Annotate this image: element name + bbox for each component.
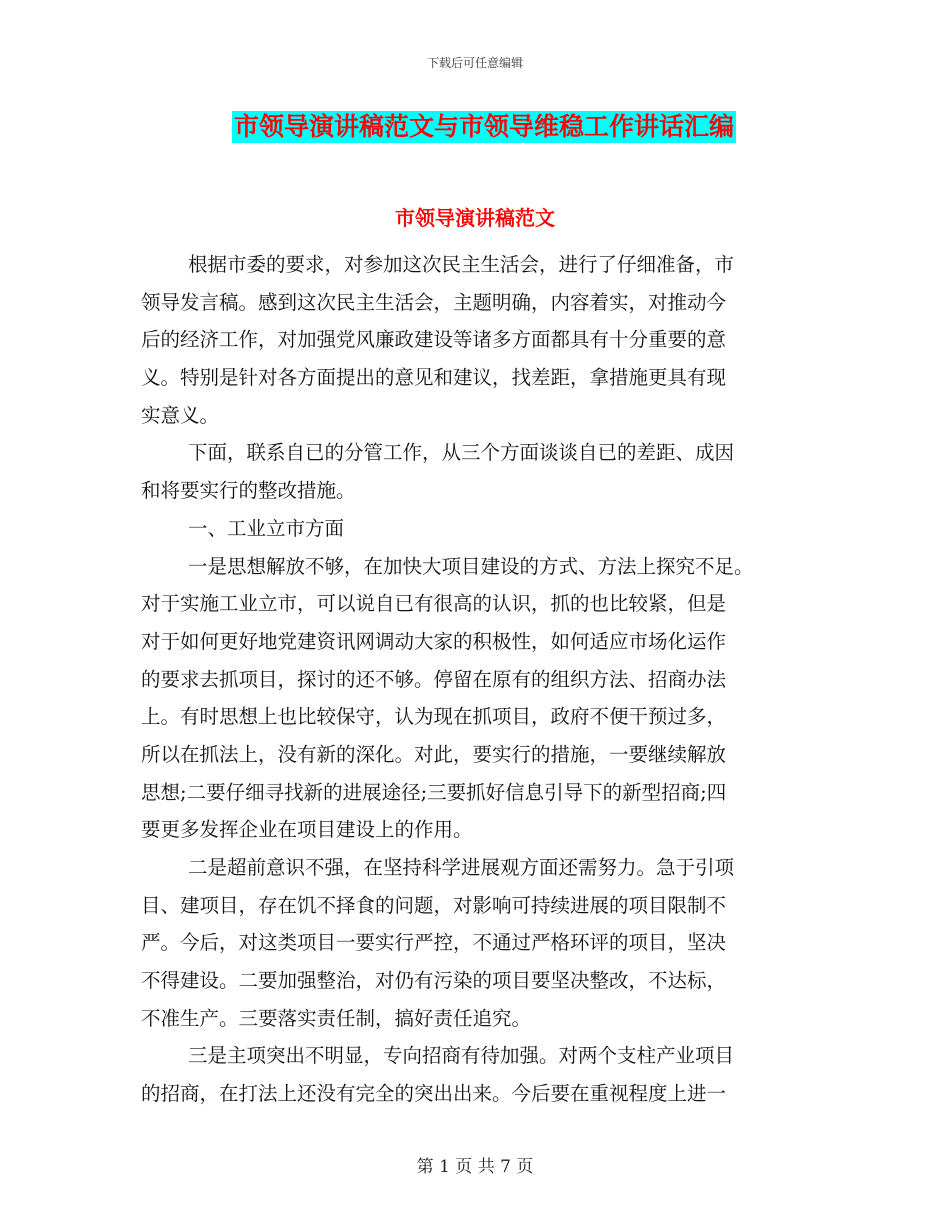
paragraph-line: 根据市委的要求，对参加这次民主生活会，进行了仔细准备，市: [188, 253, 735, 276]
paragraph-line: 后的经济工作，对加强党风廉政建设等诸多方面都具有十分重要的意: [141, 328, 727, 352]
paragraph-line: 三是主项突出不明显，专向招商有待加强。对两个支柱产业项目: [188, 1044, 735, 1068]
body-text: [141, 246, 811, 1113]
paragraph-line: 和将要实行的整改措施。: [141, 479, 356, 503]
paragraph-line: 义。特别是针对各方面提出的意见和建议，找差距，拿措施更具有现: [141, 366, 727, 390]
paragraph-line: 实意义。: [141, 403, 220, 427]
paragraph-line: 所以在抓法上，没有新的深化。对此，要实行的措施，一要继续解放: [141, 742, 727, 766]
paragraph-line: 不得建设。二要加强整治，对仍有污染的项目要坚决整改，不达标，: [141, 969, 727, 993]
section-title: 市领导演讲稿范文: [395, 206, 555, 230]
header-note: 下载后可任意编辑: [426, 56, 523, 70]
paragraph-line: 的招商，在打法上还没有完全的突出出来。今后要在重视程度上进一: [141, 1082, 727, 1106]
paragraph-line: 不准生产。三要落实责任制，搞好责任追究。: [141, 1006, 532, 1030]
document-title: 市领导演讲稿范文与市领导维稳工作讲话汇编: [234, 112, 735, 141]
paragraph-line: 严。今后，对这类项目一要实行严控，不通过严格环评的项目，坚决: [141, 931, 727, 955]
paragraph-line: 要更多发挥企业在项目建设上的作用。: [141, 818, 473, 842]
paragraph-line: 的要求去抓项目，探讨的还不够。停留在原有的组织方法、招商办法: [141, 667, 727, 691]
paragraph-line: 对于实施工业立市，可以说自已有很高的认识，抓的也比较紧，但是: [141, 592, 727, 616]
paragraph-line: 上。有时思想上也比较保守，认为现在抓项目，政府不便干预过多，: [141, 705, 727, 729]
paragraph-line: 二是超前意识不强，在坚持科学进展观方面还需努力。急于引项: [188, 856, 735, 879]
paragraph-line: 下面，联系自已的分管工作，从三个方面谈谈自已的差距、成因: [188, 441, 735, 465]
paragraph-line: 领导发言稿。感到这次民主生活会，主题明确，内容着实，对推动今: [141, 290, 727, 314]
paragraph-line: 思想;二要仔细寻找新的进展途径;三要抓好信息引导下的新型招商;四: [141, 780, 727, 804]
page-footer: 第 1 页 共 7 页: [416, 1157, 534, 1177]
paragraph-line: 目、建项目，存在饥不择食的问题，对影响可持续进展的项目限制不: [141, 893, 727, 917]
paragraph-line: 对于如何更好地党建资讯网调动大家的积极性，如何适应市场化运作: [141, 629, 727, 653]
section-heading: 一、工业立市方面: [188, 516, 345, 540]
paragraph-line: 一是思想解放不够，在加快大项目建设的方式、方法上探究不足。: [188, 554, 754, 578]
